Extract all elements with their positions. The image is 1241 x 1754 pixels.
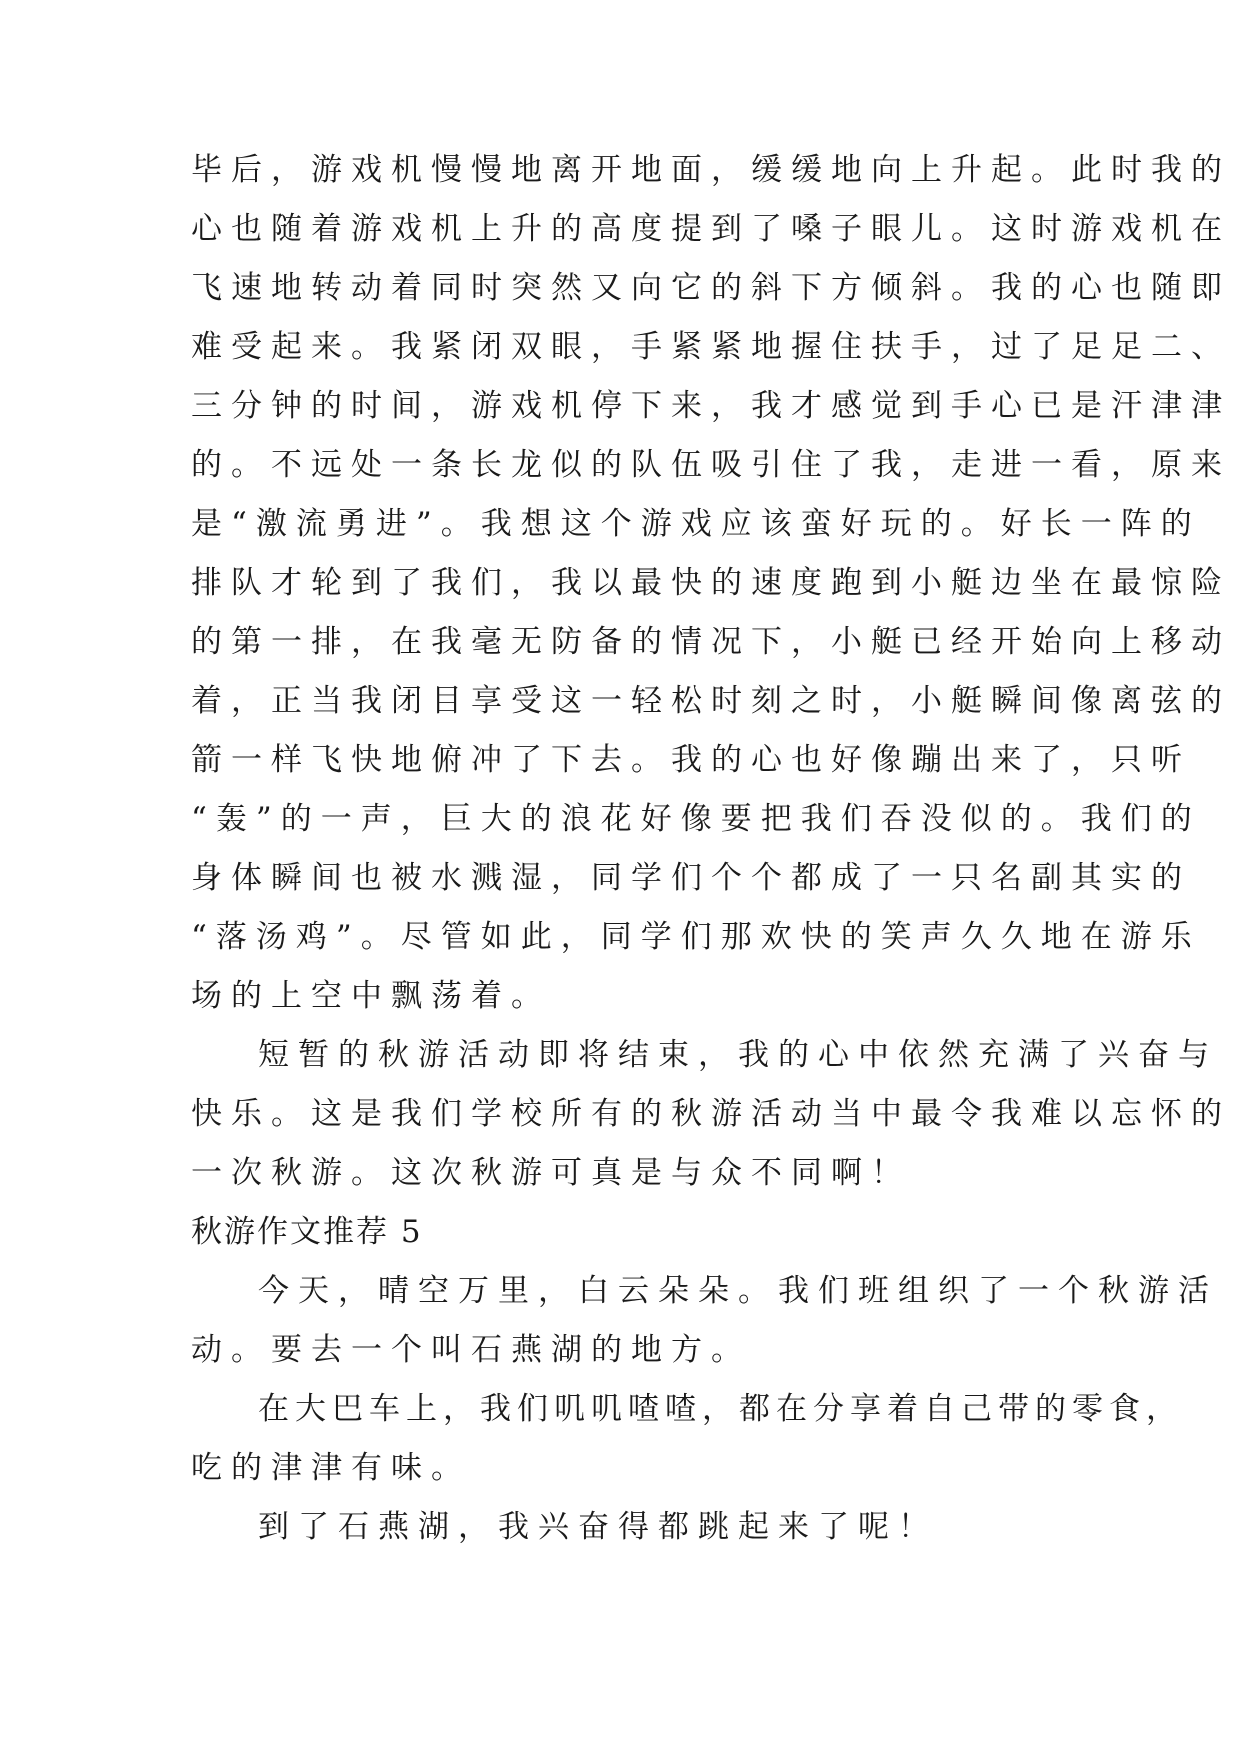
body-text-line: 是“激流勇进”。我想这个游戏应该蛮好玩的。好长一阵的 [191, 506, 1201, 542]
body-text-line: “落汤鸡”。尽管如此，同学们那欢快的笑声久久地在游乐 [191, 919, 1201, 955]
body-text-line: 场的上空中飘荡着。 [191, 978, 551, 1014]
body-text-line: 飞速地转动着同时突然又向它的斜下方倾斜。我的心也随即 [191, 270, 1231, 306]
paragraph-first-line: 短暂的秋游活动即将结束，我的心中依然充满了兴奋与 [258, 1037, 1218, 1073]
body-text-line: 的第一排，在我毫无防备的情况下，小艇已经开始向上移动 [191, 624, 1231, 660]
body-text-line: 的。不远处一条长龙似的队伍吸引住了我，走进一看，原来 [191, 447, 1231, 483]
body-text-line: 三分钟的时间，游戏机停下来，我才感觉到手心已是汗津津 [191, 388, 1231, 424]
body-text-line: 快乐。这是我们学校所有的秋游活动当中最令我难以忘怀的 [191, 1096, 1231, 1132]
paragraph-first-line: 到了石燕湖，我兴奋得都跳起来了呢！ [258, 1509, 938, 1545]
paragraph-first-line: 在大巴车上，我们叽叽喳喳，都在分享着自己带的零食， [258, 1391, 1183, 1427]
body-text-line: 难受起来。我紧闭双眼，手紧紧地握住扶手，过了足足二、 [191, 329, 1231, 365]
body-text-line: 一次秋游。这次秋游可真是与众不同啊！ [191, 1155, 911, 1191]
body-text-line: 心也随着游戏机上升的高度提到了嗓子眼儿。这时游戏机在 [191, 211, 1231, 247]
body-text-line: 动。要去一个叫石燕湖的地方。 [191, 1332, 751, 1368]
body-text-line: 吃的津津有味。 [191, 1450, 471, 1486]
body-text-line: 着，正当我闭目享受这一轻松时刻之时，小艇瞬间像离弦的 [191, 683, 1231, 719]
section-heading: 秋游作文推荐 5 [191, 1214, 423, 1250]
body-text-line: 箭一样飞快地俯冲了下去。我的心也好像蹦出来了，只听 [191, 742, 1191, 778]
paragraph-first-line: 今天，晴空万里，白云朵朵。我们班组织了一个秋游活 [258, 1273, 1218, 1309]
body-text-line: 排队才轮到了我们，我以最快的速度跑到小艇边坐在最惊险 [191, 565, 1231, 601]
body-text-line: “轰”的一声，巨大的浪花好像要把我们吞没似的。我们的 [191, 801, 1201, 837]
body-text-line: 毕后，游戏机慢慢地离开地面，缓缓地向上升起。此时我的 [191, 152, 1231, 188]
body-text-line: 身体瞬间也被水溅湿，同学们个个都成了一只名副其实的 [191, 860, 1191, 896]
